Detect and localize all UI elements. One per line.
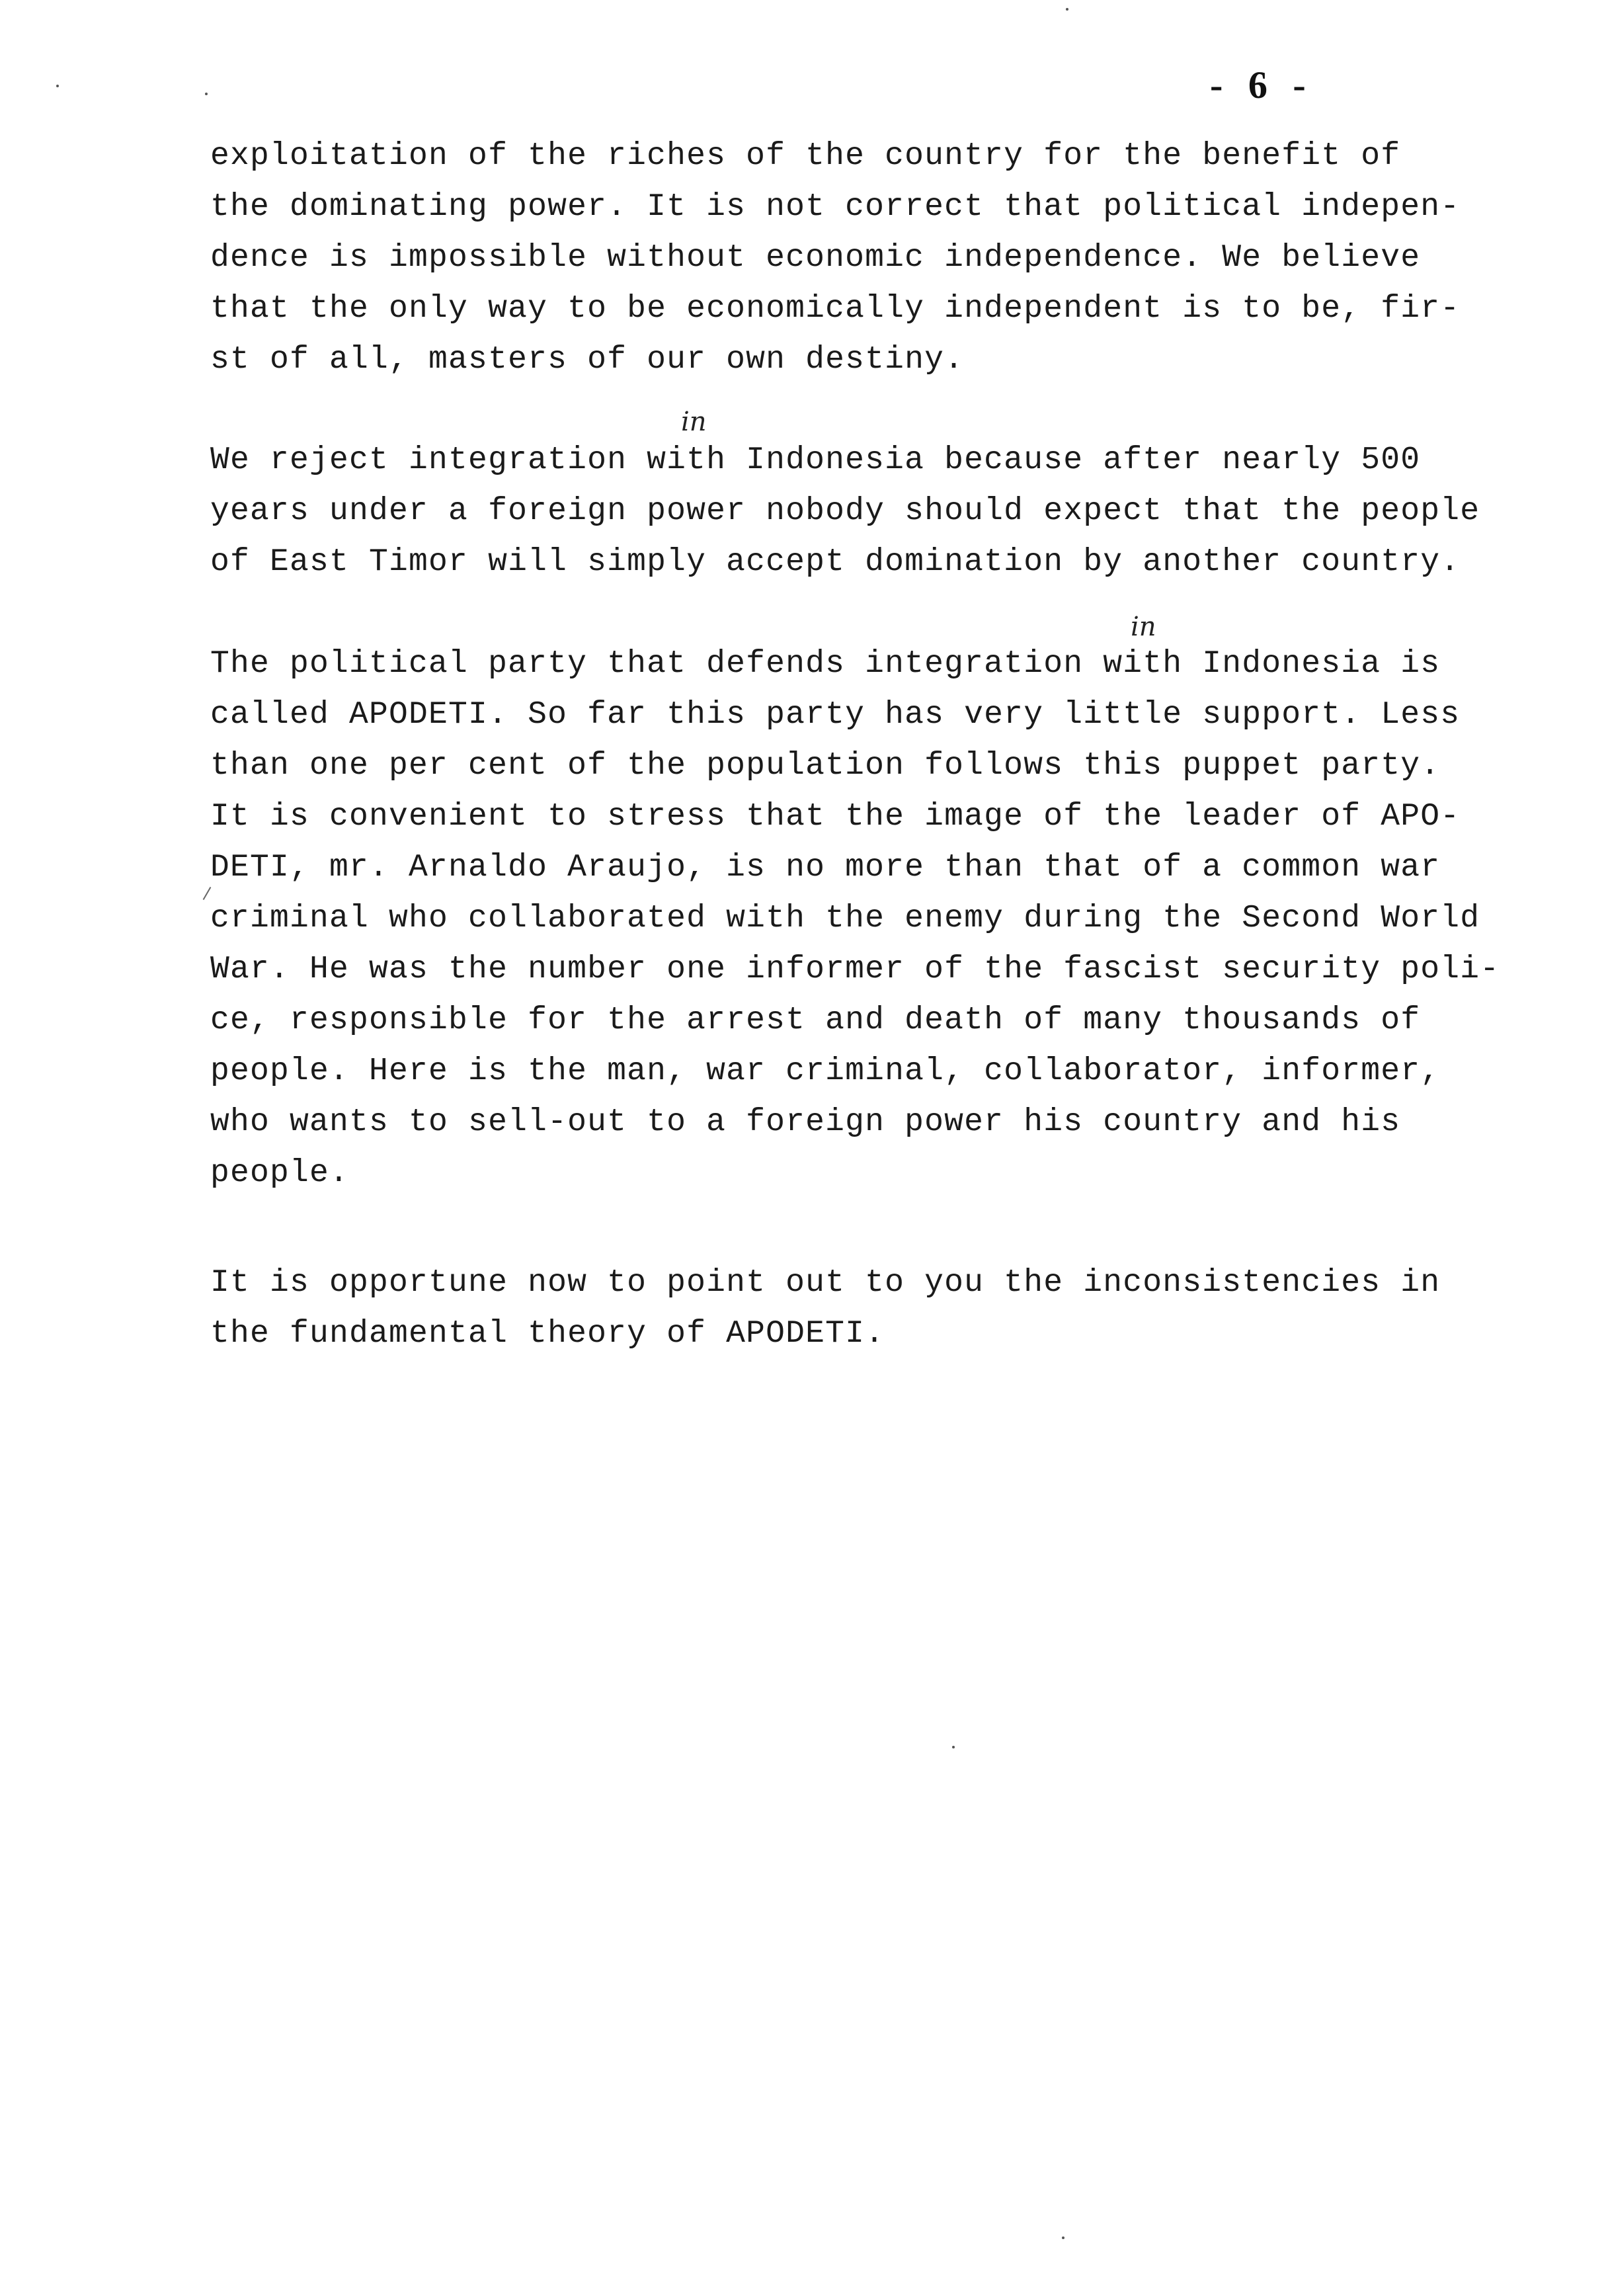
text-line: dence is impossible without economic independence. We believe xyxy=(210,240,1421,276)
page-number: - 6 - xyxy=(1210,63,1314,106)
paragraph-3 xyxy=(210,639,1566,1199)
text-line: the dominating power. It is not correct that political indepen- xyxy=(210,189,1461,225)
paragraph-1 xyxy=(210,131,1566,386)
text-line: years under a foreign power nobody should expect that the people xyxy=(210,493,1480,529)
text-line: War. He was the number one informer of the fascist security poli- xyxy=(210,952,1500,987)
text-line: than one per cent of the population follows this puppet party. xyxy=(210,748,1441,784)
text-line: the fundamental theory of APODETI. xyxy=(210,1316,885,1352)
handwritten-insertion: in xyxy=(681,407,707,437)
text-line: DETI, mr. Arnaldo Araujo, is no more than that of a common war xyxy=(210,850,1441,885)
text-line: called APODETI. So far this party has very little support. Less xyxy=(210,697,1461,733)
text-line: It is convenient to stress that the image of the leader of APO- xyxy=(210,799,1461,835)
text-line: ce, responsible for the arrest and death of many thousands of xyxy=(210,1003,1421,1038)
paragraph-2 xyxy=(210,435,1566,588)
scan-speck xyxy=(1066,8,1068,11)
paragraph-4 xyxy=(210,1258,1566,1360)
scan-speck xyxy=(952,1746,955,1748)
text-line: of East Timor will simply accept domination by another country. xyxy=(210,544,1461,580)
scan-speck xyxy=(1062,2236,1065,2239)
text-line: The political party that defends integration with Indonesia is xyxy=(210,646,1441,682)
text-line: It is opportune now to point out to you the inconsistencies in xyxy=(210,1265,1441,1301)
scan-speck xyxy=(205,93,208,95)
text-line: exploitation of the riches of the country for the benefit of xyxy=(210,138,1401,174)
text-line: st of all, masters of our own destiny. xyxy=(210,342,965,378)
handwritten-insertion: in xyxy=(1131,612,1156,642)
text-line: who wants to sell-out to a foreign power his country and his xyxy=(210,1104,1401,1140)
text-line: that the only way to be economically independent is to be, fir- xyxy=(210,291,1461,327)
text-line: criminal who collaborated with the enemy during the Second World xyxy=(210,901,1480,936)
text-line: We reject integration with Indonesia because after nearly 500 xyxy=(210,442,1421,478)
scan-speck xyxy=(56,85,59,87)
text-line: people. xyxy=(210,1155,350,1191)
text-line: people. Here is the man, war criminal, collaborator, informer, xyxy=(210,1053,1441,1089)
